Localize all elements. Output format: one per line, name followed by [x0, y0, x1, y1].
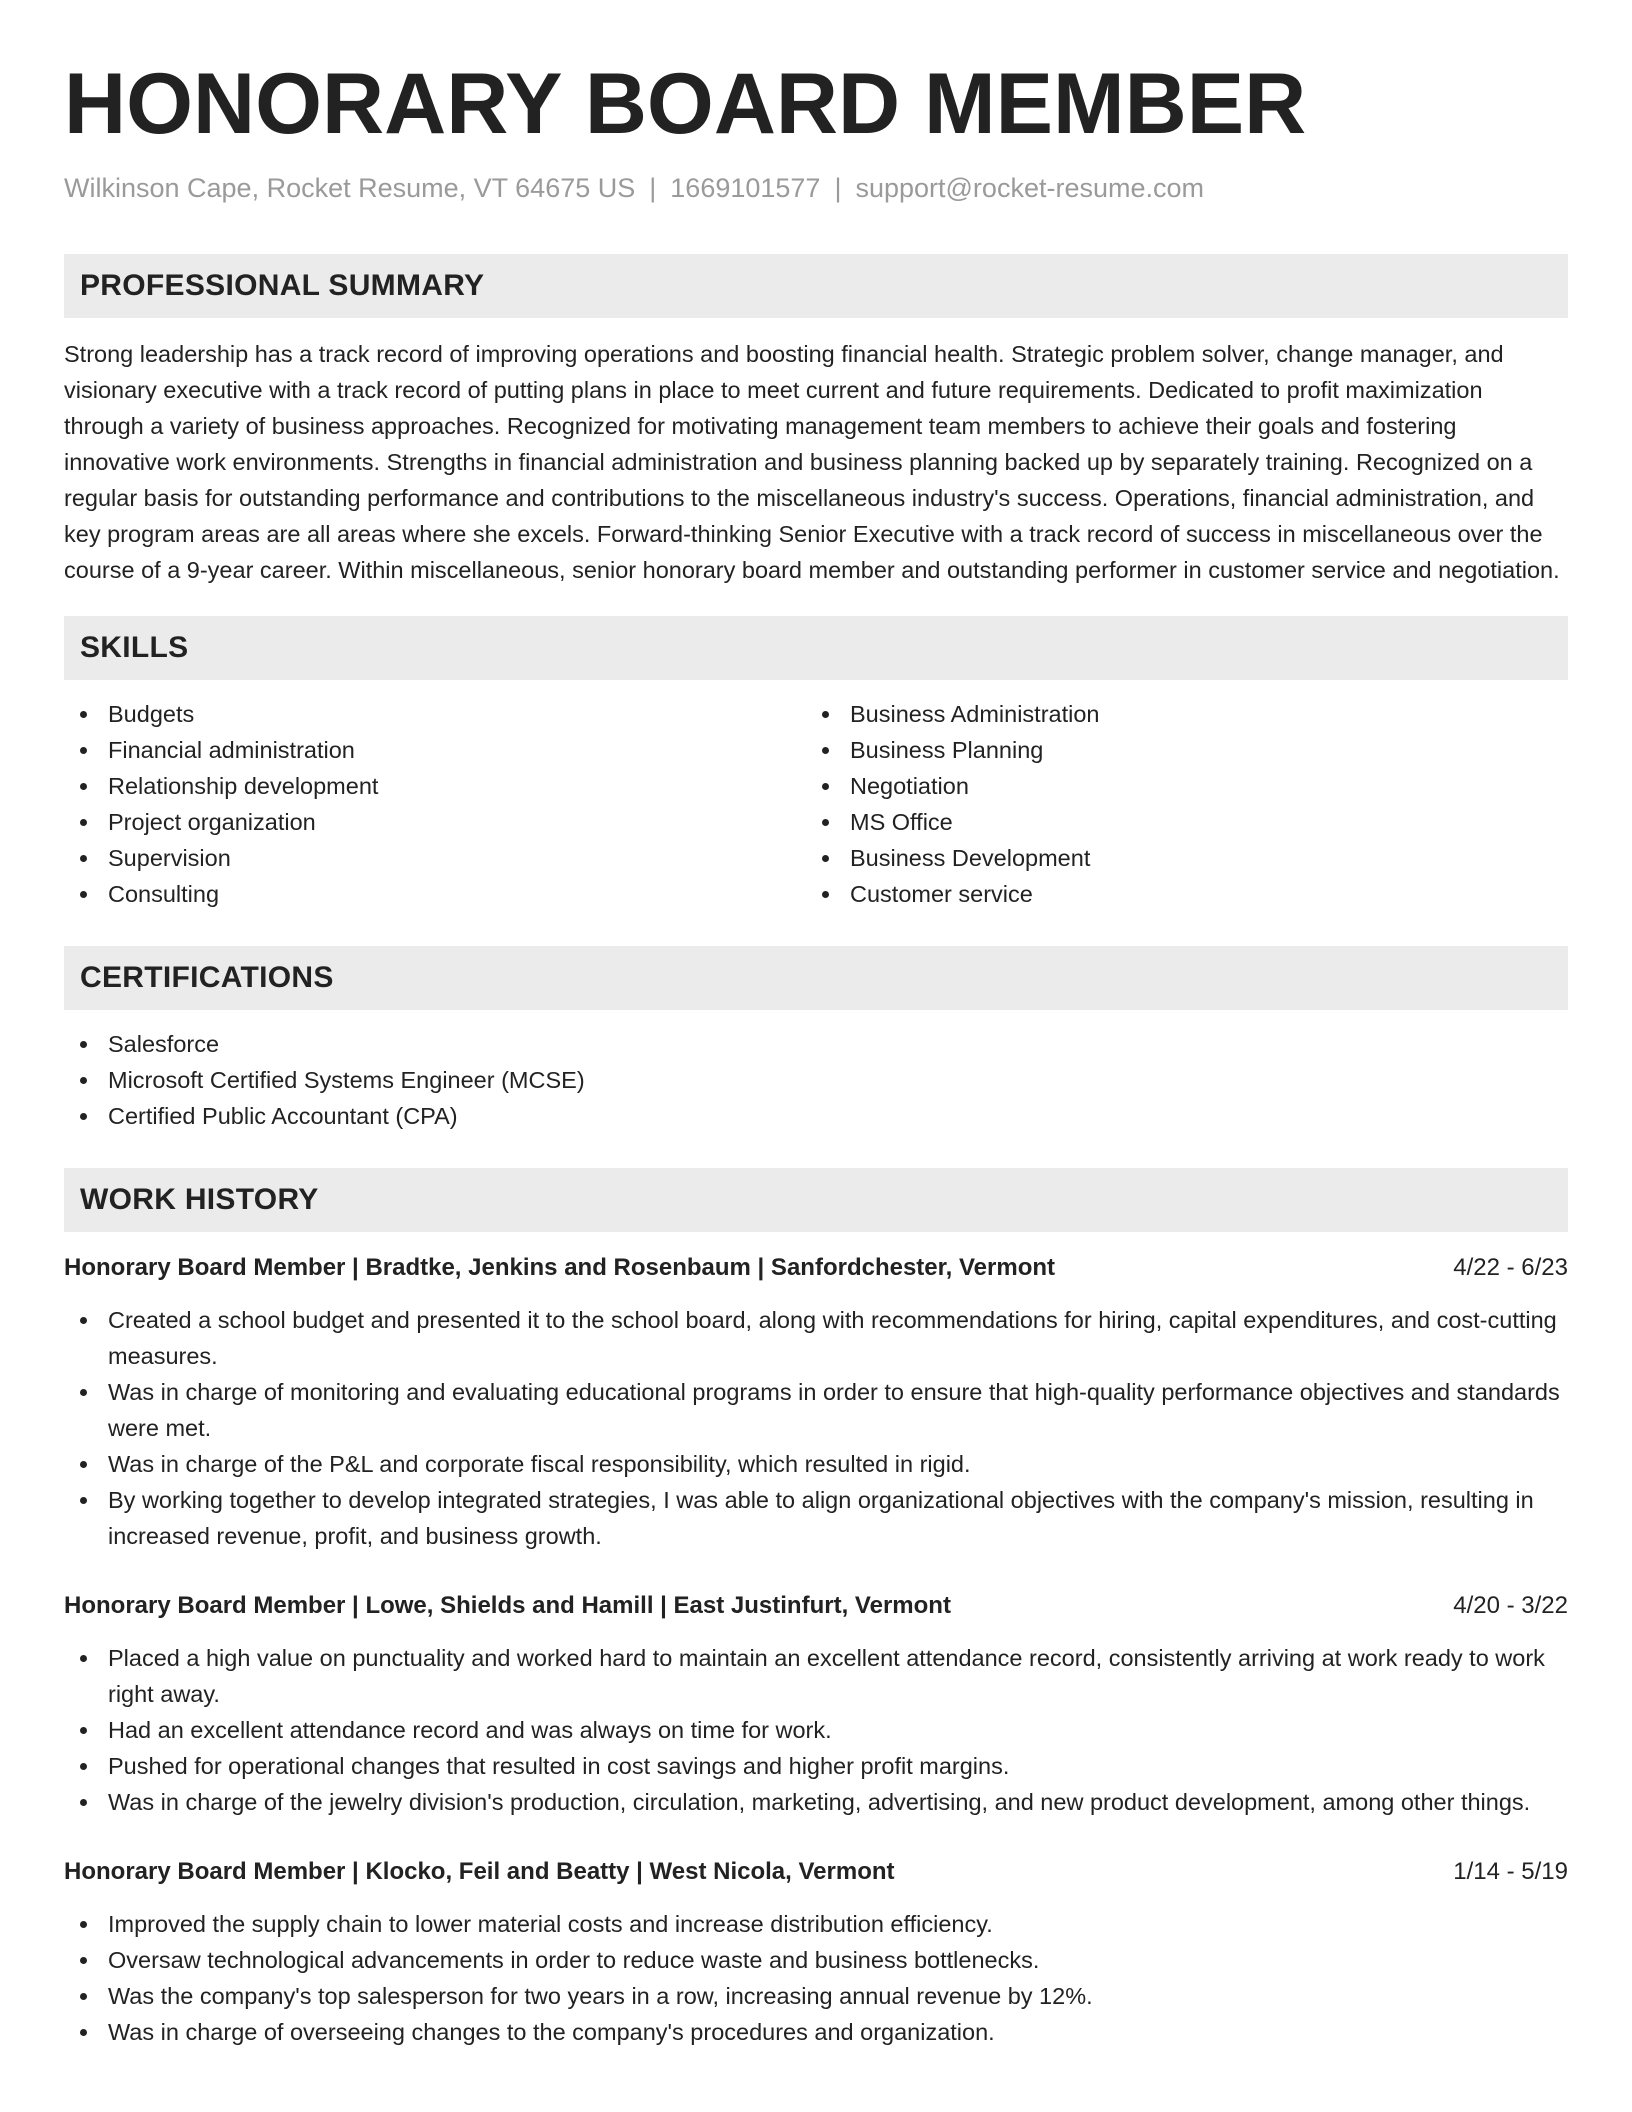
contact-separator: |: [834, 173, 842, 203]
job-bullet: Pushed for operational changes that resulted in cost savings and higher profit margins.: [64, 1748, 1568, 1784]
certification-item: Salesforce: [64, 1026, 1568, 1062]
job-bullet: By working together to develop integrated strategies, I was able to align organizational objectives with the company's mission, resulting in increased revenue, profit, and business growth.: [64, 1482, 1568, 1554]
skill-item: Business Administration: [806, 696, 1548, 732]
contact-phone: 1669101577: [670, 173, 821, 203]
section-header-skills: SKILLS: [64, 616, 1568, 680]
job-title: Honorary Board Member | Lowe, Shields and Hamill | East Justinfurt, Vermont: [64, 1592, 951, 1619]
contact-line: [64, 170, 1568, 206]
certification-item: Certified Public Accountant (CPA): [64, 1098, 1568, 1134]
skill-item: Business Planning: [806, 732, 1548, 768]
job-bullets: [64, 1906, 1568, 2050]
job-bullet: Oversaw technological advancements in order to reduce waste and business bottlenecks.: [64, 1942, 1568, 1978]
job-bullet: Had an excellent attendance record and was always on time for work.: [64, 1712, 1568, 1748]
job-entry: [64, 1588, 1568, 1820]
job-entry: [64, 1854, 1568, 2050]
job-bullet: Was in charge of overseeing changes to the company's procedures and organization.: [64, 2014, 1568, 2050]
job-title: Honorary Board Member | Bradtke, Jenkins and Rosenbaum | Sanfordchester, Vermont: [64, 1254, 1056, 1281]
job-bullets: [64, 1640, 1568, 1820]
skills-left-column: [64, 696, 806, 912]
skill-item: Supervision: [64, 840, 806, 876]
section-header-work-history: WORK HISTORY: [64, 1168, 1568, 1232]
skill-item: Relationship development: [64, 768, 806, 804]
job-header: [64, 1250, 1568, 1286]
job-header: [64, 1588, 1568, 1624]
contact-email: support@rocket-resume.com: [855, 173, 1204, 203]
skill-item: Budgets: [64, 696, 806, 732]
job-bullets: [64, 1302, 1568, 1554]
job-bullet: Improved the supply chain to lower material costs and increase distribution efficiency.: [64, 1906, 1568, 1942]
skills-grid: [64, 696, 1568, 912]
job-dates: 1/14 - 5/19: [1453, 1858, 1568, 1885]
resume-page: [64, 0, 1568, 2050]
resume-name: HONORARY BOARD MEMBER: [64, 56, 1307, 152]
skill-item: MS Office: [806, 804, 1548, 840]
job-entry: [64, 1250, 1568, 1554]
section-header-summary: PROFESSIONAL SUMMARY: [64, 254, 1568, 318]
job-bullet: Was in charge of monitoring and evaluating educational programs in order to ensure that high-quality performance objectives and standards were met.: [64, 1374, 1568, 1446]
skill-item: Customer service: [806, 876, 1548, 912]
job-dates: 4/20 - 3/22: [1453, 1592, 1568, 1619]
job-title: Honorary Board Member | Klocko, Feil and Beatty | West Nicola, Vermont: [64, 1858, 895, 1885]
contact-address: Wilkinson Cape, Rocket Resume, VT 64675 US: [64, 173, 636, 203]
job-header: [64, 1854, 1568, 1890]
skill-item: Consulting: [64, 876, 806, 912]
job-bullet: Was in charge of the jewelry division's production, circulation, marketing, advertising, and new product development, among other things.: [64, 1784, 1568, 1820]
skill-item: Financial administration: [64, 732, 806, 768]
job-bullet: Created a school budget and presented it to the school board, along with recommendations for hiring, capital expenditures, and cost-cutting measures.: [64, 1302, 1568, 1374]
job-bullet: Placed a high value on punctuality and worked hard to maintain an excellent attendance record, consistently arriving at work ready to work right away.: [64, 1640, 1568, 1712]
job-bullet: Was in charge of the P&L and corporate fiscal responsibility, which resulted in rigid.: [64, 1446, 1568, 1482]
section-header-certifications: CERTIFICATIONS: [64, 946, 1568, 1010]
certification-item: Microsoft Certified Systems Engineer (MCSE): [64, 1062, 1568, 1098]
skill-item: Negotiation: [806, 768, 1548, 804]
summary-text: Strong leadership has a track record of improving operations and boosting financial health. Strategic problem solver, change manager, and visionary executive with a track record of putting plans in place to meet current and future requirements. Dedicated to profit maximization through a variety of business approaches. Recognized for motivating management team members to achieve their goals and fostering innovative work environments. Strengths in financial administration and business planning backed up by separately training. Recognized on a regular basis for outstanding performance and contributions to the miscellaneous industry's success. Operations, financial administration, and key program areas are all areas where she excels. Forward-thinking Senior Executive with a track record of success in miscellaneous over the course of a 9-year career. Within miscellaneous, senior honorary board member and outstanding performer in customer service and negotiation.: [64, 341, 1560, 583]
job-dates: 4/22 - 6/23: [1453, 1254, 1568, 1281]
skill-item: Business Development: [806, 840, 1548, 876]
skill-item: Project organization: [64, 804, 806, 840]
skills-right-column: [806, 696, 1548, 912]
contact-separator: |: [649, 173, 657, 203]
job-bullet: Was the company's top salesperson for two years in a row, increasing annual revenue by 12%.: [64, 1978, 1568, 2014]
certifications-list: [64, 1026, 1568, 1134]
